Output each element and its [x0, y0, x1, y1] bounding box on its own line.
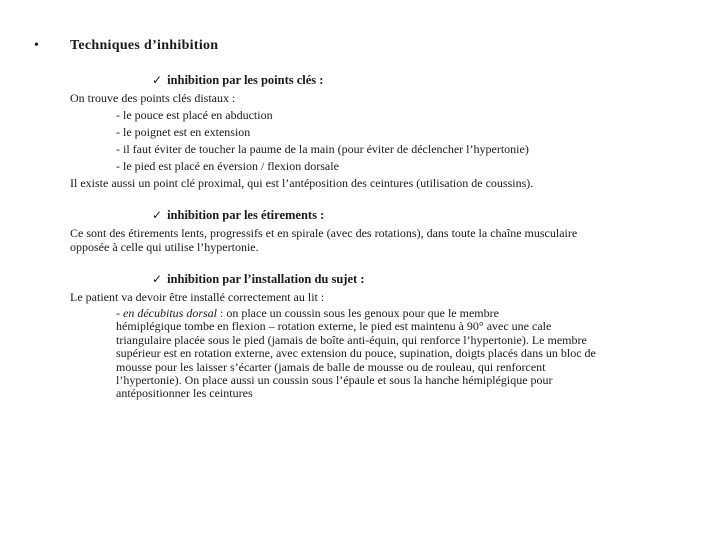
stretching-line: Ce sont des étirements lents, progressifs et en spirale (avec des rotations), dans toute la chaîne musculaire: [70, 226, 578, 240]
installation-line: mousse pour les laisser s’écarter (jamais de balle de mousse ou de rouleau, qui renforcent: [116, 359, 546, 374]
keypoints-item: - le pied est placé en éversion / flexion dorsale: [116, 159, 339, 173]
item-dash: -: [116, 306, 123, 320]
keypoints-outro: Il existe aussi un point clé proximal, qui est l’antéposition des ceintures (utilisation de coussins).: [70, 176, 534, 190]
installation-paragraph: [116, 307, 696, 401]
installation-line: supérieur est en rotation externe, avec extension du pouce, supination, doigts placés dans un bloc de: [116, 346, 596, 361]
section-title: Techniques d’inhibition: [70, 38, 219, 53]
stretching-line: opposée à celle qui utilise l’hypertonie.: [70, 240, 259, 254]
installation-intro: Le patient va devoir être installé correctement au lit :: [70, 290, 325, 304]
stretching-title: inhibition par les étirements :: [167, 208, 325, 222]
keypoints-item: - le poignet est en extension: [116, 125, 251, 139]
installation-subheading: [152, 272, 364, 287]
checkmark-icon: ✓: [152, 208, 163, 222]
installation-line: l’hypertonie). On place aussi un coussin sous l’épaule et sous la hanche hémiplégique pour: [116, 373, 553, 388]
checkmark-icon: ✓: [152, 272, 163, 286]
installation-line: antépositionner les ceintures: [116, 386, 253, 401]
decubitus-label: en décubitus dorsal: [123, 306, 217, 320]
installation-line: hémiplégique tombe en flexion – rotation externe, le pied est maintenu à 90° avec une cale: [116, 319, 552, 334]
installation-line: [116, 307, 696, 320]
keypoints-item: - le pouce est placé en abduction: [116, 108, 273, 122]
checkmark-icon: ✓: [152, 73, 163, 87]
keypoints-subheading: [152, 73, 323, 88]
installation-title: inhibition par l’installation du sujet :: [167, 272, 365, 286]
bullet-icon: •: [34, 38, 39, 53]
keypoints-title: inhibition par les points clés :: [167, 73, 324, 87]
stretching-subheading: [152, 208, 324, 223]
installation-line: triangulaire placée sous le pied (jamais de boîte anti-équin, qui renforce l’hypertonie). Le membre: [116, 332, 587, 347]
installation-text: : on place un coussin sous les genoux pour que le membre: [217, 306, 499, 320]
keypoints-intro: On trouve des points clés distaux :: [70, 91, 236, 105]
keypoints-item: - il faut éviter de toucher la paume de la main (pour éviter de déclencher l’hypertonie): [116, 142, 529, 156]
